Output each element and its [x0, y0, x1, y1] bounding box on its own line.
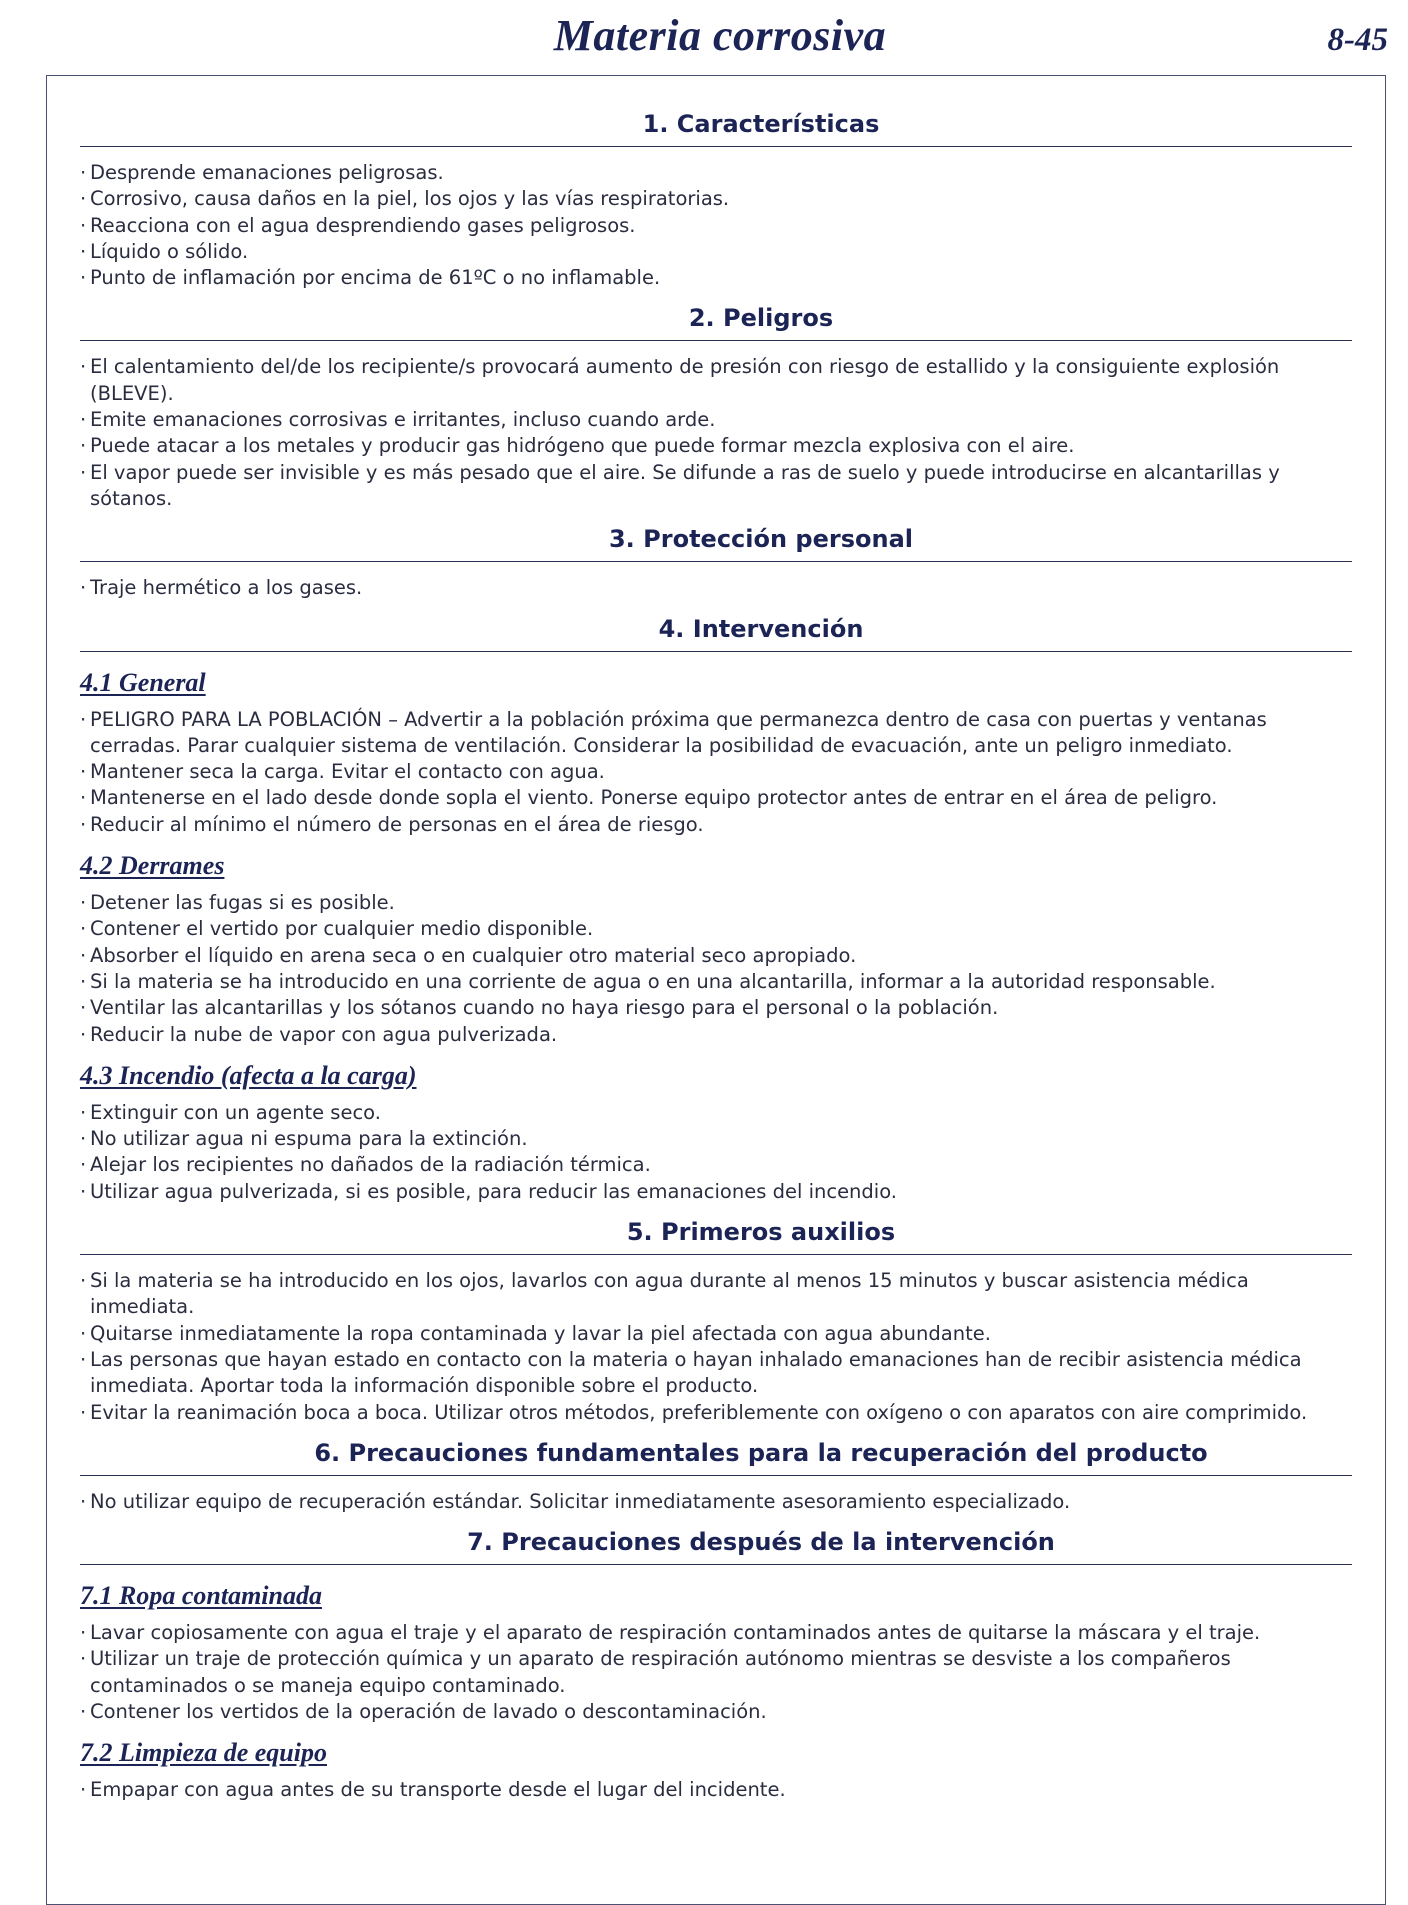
- bullet-list: [80, 354, 1352, 512]
- list-item: · Quitarse inmediatamente la ropa contaminada y lavar la piel afectada con agua abundante.: [80, 1321, 1352, 1347]
- list-item: · Traje hermético a los gases.: [80, 575, 1352, 601]
- page-number: 8-45: [1327, 22, 1388, 58]
- bullet-list: [80, 1100, 1352, 1205]
- list-item: · Evitar la reanimación boca a boca. Utilizar otros métodos, preferiblemente con oxígeno o con aparatos con aire comprimido.: [80, 1400, 1352, 1426]
- list-item: · Líquido o sólido.: [80, 239, 1352, 265]
- subsection-title: 7.1 Ropa contaminada: [80, 1581, 322, 1611]
- bullet-list: [80, 1620, 1352, 1725]
- list-item: · Reacciona con el agua desprendiendo gases peligrosos.: [80, 213, 1352, 239]
- section-4-intervencion: [80, 612, 1352, 1205]
- section-7-precauciones-despues-de-la-intervencion: [80, 1525, 1352, 1803]
- bullet-list: [80, 707, 1352, 838]
- document-content: [80, 107, 1352, 1814]
- list-item: · El vapor puede ser invisible y es más pesado que el aire. Se difunde a ras de suelo y puede introducirse en alcantarillas y sótanos.: [80, 460, 1352, 513]
- subsection-7-2-limpieza-de-equipo: [80, 1735, 1352, 1803]
- section-title: 2. Peligros: [80, 301, 1352, 341]
- section-2-peligros: [80, 301, 1352, 512]
- list-item: · Utilizar un traje de protección química y un aparato de respiración autónomo mientras se desviste a los compañeros contaminados o se maneja equipo contaminado.: [80, 1646, 1352, 1699]
- section-1-caracteristicas: [80, 107, 1352, 291]
- list-item: · PELIGRO PARA LA POBLACIÓN – Advertir a la población próxima que permanezca dentro de casa con puertas y ventanas cerradas. Parar cualquier sistema de ventilación. Considerar la posibilidad de evacuación, ante un peligro inmediato.: [80, 707, 1352, 760]
- subsection-7-1-ropa-contaminada: [80, 1578, 1352, 1725]
- list-item: · Alejar los recipientes no dañados de la radiación térmica.: [80, 1152, 1352, 1178]
- list-item: · Corrosivo, causa daños en la piel, los ojos y las vías respiratorias.: [80, 186, 1352, 212]
- section-title: 7. Precauciones después de la intervención: [80, 1525, 1352, 1565]
- list-item: · Si la materia se ha introducido en una corriente de agua o en una alcantarilla, informar a la autoridad responsable.: [80, 969, 1352, 995]
- subsection-title: 4.2 Derrames: [80, 851, 225, 881]
- section-3-proteccion-personal: [80, 522, 1352, 601]
- list-item: · Desprende emanaciones peligrosas.: [80, 160, 1352, 186]
- subsection-title: 7.2 Limpieza de equipo: [80, 1738, 327, 1768]
- section-title: 3. Protección personal: [80, 522, 1352, 562]
- page-title: Materia corrosiva: [553, 11, 887, 60]
- list-item: · Absorber el líquido en arena seca o en cualquier otro material seco apropiado.: [80, 943, 1352, 969]
- list-item: · Lavar copiosamente con agua el traje y el aparato de respiración contaminados antes de quitarse la máscara y el traje.: [80, 1620, 1352, 1646]
- list-item: · Utilizar agua pulverizada, si es posible, para reducir las emanaciones del incendio.: [80, 1179, 1352, 1205]
- list-item: · Emite emanaciones corrosivas e irritantes, incluso cuando arde.: [80, 407, 1352, 433]
- list-item: · No utilizar equipo de recuperación estándar. Solicitar inmediatamente asesoramiento especializado.: [80, 1489, 1352, 1515]
- bullet-list: [80, 1489, 1352, 1515]
- list-item: · Mantenerse en el lado desde donde sopla el viento. Ponerse equipo protector antes de entrar en el área de peligro.: [80, 785, 1352, 811]
- list-item: · Punto de inflamación por encima de 61ºC o no inflamable.: [80, 265, 1352, 291]
- list-item: · Mantener seca la carga. Evitar el contacto con agua.: [80, 759, 1352, 785]
- section-6-precauciones-fundamentales-para-la-recuperacion-del-producto: [80, 1436, 1352, 1515]
- list-item: · No utilizar agua ni espuma para la extinción.: [80, 1126, 1352, 1152]
- bullet-list: [80, 160, 1352, 291]
- section-title: 6. Precauciones fundamentales para la recuperación del producto: [80, 1436, 1352, 1476]
- bullet-list: [80, 575, 1352, 601]
- section-title: 5. Primeros auxilios: [80, 1215, 1352, 1255]
- section-title: 4. Intervención: [80, 612, 1352, 652]
- list-item: · Extinguir con un agente seco.: [80, 1100, 1352, 1126]
- list-item: · Puede atacar a los metales y producir gas hidrógeno que puede formar mezcla explosiva con el aire.: [80, 433, 1352, 459]
- subsection-title: 4.3 Incendio (afecta a la carga): [80, 1060, 417, 1090]
- list-item: · Ventilar las alcantarillas y los sótanos cuando no haya riesgo para el personal o la población.: [80, 995, 1352, 1021]
- subsection-4-1-general: [80, 665, 1352, 838]
- subsection-title: 4.1 General: [80, 667, 206, 697]
- list-item: · Detener las fugas si es posible.: [80, 890, 1352, 916]
- list-item: · Reducir al mínimo el número de personas en el área de riesgo.: [80, 812, 1352, 838]
- list-item: · Contener los vertidos de la operación de lavado o descontaminación.: [80, 1699, 1352, 1725]
- subsection-4-3-incendio-afecta-a-la-carga: [80, 1058, 1352, 1205]
- list-item: · Las personas que hayan estado en contacto con la materia o hayan inhalado emanaciones han de recibir asistencia médica inmediata. Aportar toda la información disponible sobre el producto.: [80, 1347, 1352, 1400]
- bullet-list: [80, 1777, 1352, 1803]
- section-5-primeros-auxilios: [80, 1215, 1352, 1426]
- list-item: · Reducir la nube de vapor con agua pulverizada.: [80, 1022, 1352, 1048]
- section-title: 1. Características: [80, 107, 1352, 147]
- list-item: · Si la materia se ha introducido en los ojos, lavarlos con agua durante al menos 15 minutos y buscar asistencia médica inmediata.: [80, 1268, 1352, 1321]
- bullet-list: [80, 890, 1352, 1048]
- list-item: · Empapar con agua antes de su transporte desde el lugar del incidente.: [80, 1777, 1352, 1803]
- subsection-4-2-derrames: [80, 848, 1352, 1048]
- bullet-list: [80, 1268, 1352, 1426]
- list-item: · El calentamiento del/de los recipiente/s provocará aumento de presión con riesgo de estallido y la consiguiente explosión (BLEVE).: [80, 354, 1352, 407]
- list-item: · Contener el vertido por cualquier medio disponible.: [80, 916, 1352, 942]
